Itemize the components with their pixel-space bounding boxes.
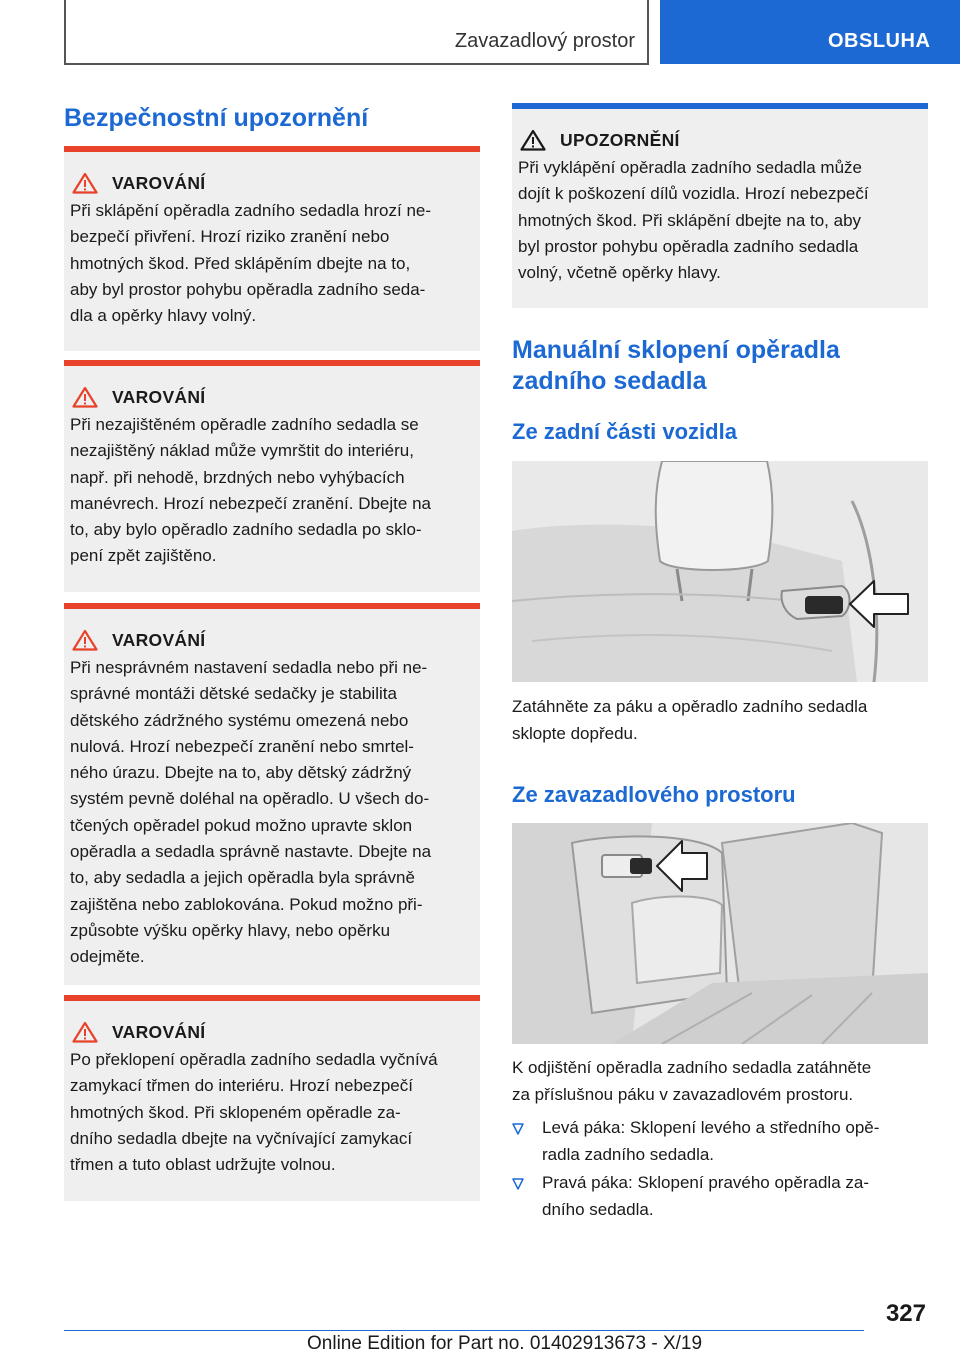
warning-box-4: [64, 995, 480, 1201]
caption-rear: Zatáhněte za páku a opěradlo zadního sedadla sklopte dopředu.: [512, 697, 868, 743]
warning-box-2: [64, 360, 480, 592]
trunk-illustration: [512, 823, 928, 1044]
bullet-triangle-icon: [512, 1178, 524, 1190]
warning-title: VAROVÁNÍ: [112, 386, 206, 407]
trunk-lever-figure: [512, 823, 928, 1044]
header-section-title: Zavazadlový prostor: [454, 30, 635, 52]
header-chapter-label: OBSLUHA: [828, 30, 931, 52]
rear-seat-illustration: [512, 461, 928, 682]
from-rear-subheading: Ze zadní části vozidla: [512, 419, 737, 444]
manual-fold-heading: Manuální sklopení opěradla zadního sedadla: [512, 336, 840, 395]
warning-title: VAROVÁNÍ: [112, 629, 206, 650]
header-frame-bottom: [64, 63, 649, 65]
warning-triangle-icon: [72, 1021, 98, 1043]
header-frame-left: [64, 0, 66, 64]
caption-trunk: K odjištění opěradla zadního sedadla zatáhněte za příslušnou páku v zavazadlovém prostoru.: [512, 1058, 872, 1104]
footer-rule: [64, 1330, 864, 1331]
warning-text: Po překlopení opěradla zadního sedadla vyčnívá zamykací třmen do interiéru. Hrozí nebezpečí hmotných škod. Při sklopeném opěradle za- dního sedadla dbejte na vyčnívající zamykací třmen a tuto oblast udržujte volnou.: [70, 1050, 438, 1175]
notice-box: [512, 103, 928, 308]
rear-seat-lever-figure: [512, 461, 928, 682]
warning-triangle-icon: [72, 172, 98, 194]
bullet-triangle-icon: [512, 1123, 524, 1135]
footer-edition: Online Edition for Part no. 01402913673 - X/19: [307, 1333, 703, 1354]
page-number: 327: [885, 1300, 926, 1327]
warning-text: Při nesprávném nastavení sedadla nebo při ne- správné montáži dětské sedačky je stabilita dětského zádržného systému omezená nebo nulová. Hrozí nebezpečí zranění nebo smrtel- ného úrazu. Dbejte na to, aby dětský zádržný systém pevně doléhal na opěradlo. U všech do- tčených opěradel pokud možno upravte sklon opěradla a sedadla správně nastavte. Dbejte na to, aby sedadla a jejich opěradla byla správně zajištěna nebo zablokována. Pokud možno při- způsobte výšku opěrky hlavy, nebo opěrku odejměte.: [70, 658, 432, 967]
warning-box-3: [64, 603, 480, 985]
notice-triangle-icon: [520, 129, 546, 151]
bullet-text: Levá páka: Sklopení levého a středního opě- radla zadního sedadla.: [542, 1118, 880, 1164]
warning-triangle-icon: [72, 629, 98, 651]
warning-box-1: [64, 146, 480, 351]
safety-heading: Bezpečnostní upozornění: [64, 104, 369, 132]
notice-text: Při vyklápění opěradla zadního sedadla může dojít k poškození dílů vozidla. Hrozí nebezpečí hmotných škod. Při sklápění dbejte na to, aby byl prostor pohybu opěradla zadního sedadla volný, včetně opěrky hlavy.: [518, 158, 869, 283]
warning-text: Při sklápění opěradla zadního sedadla hrozí ne- bezpečí přivření. Hrozí riziko zranění nebo hmotných škod. Před sklápěním dbejte na to, aby byl prostor pohybu opěradla zadního seda- dla a opěrky hlavy volný.: [70, 201, 432, 326]
warning-triangle-icon: [72, 386, 98, 408]
from-trunk-subheading: Ze zavazadlového prostoru: [512, 782, 796, 807]
notice-title: UPOZORNĚNÍ: [560, 129, 680, 150]
header-frame-right: [647, 0, 649, 64]
warning-text: Při nezajištěném opěradle zadního sedadla se nezajištěný náklad může vymrštit do interiéru, např. při nehodě, brzdných nebo vyhýbacích manévrech. Hrozí nebezpečí zranění. Dbejte na to, aby bylo opěradlo zadního sedadla po sklo- pení zpět zajištěno.: [70, 415, 431, 566]
bullet-text: Pravá páka: Sklopení pravého opěradla za- dního sedadla.: [542, 1173, 869, 1219]
warning-title: VAROVÁNÍ: [112, 172, 206, 193]
warning-title: VAROVÁNÍ: [112, 1021, 206, 1042]
header-chapter-tab[interactable]: [660, 0, 960, 64]
